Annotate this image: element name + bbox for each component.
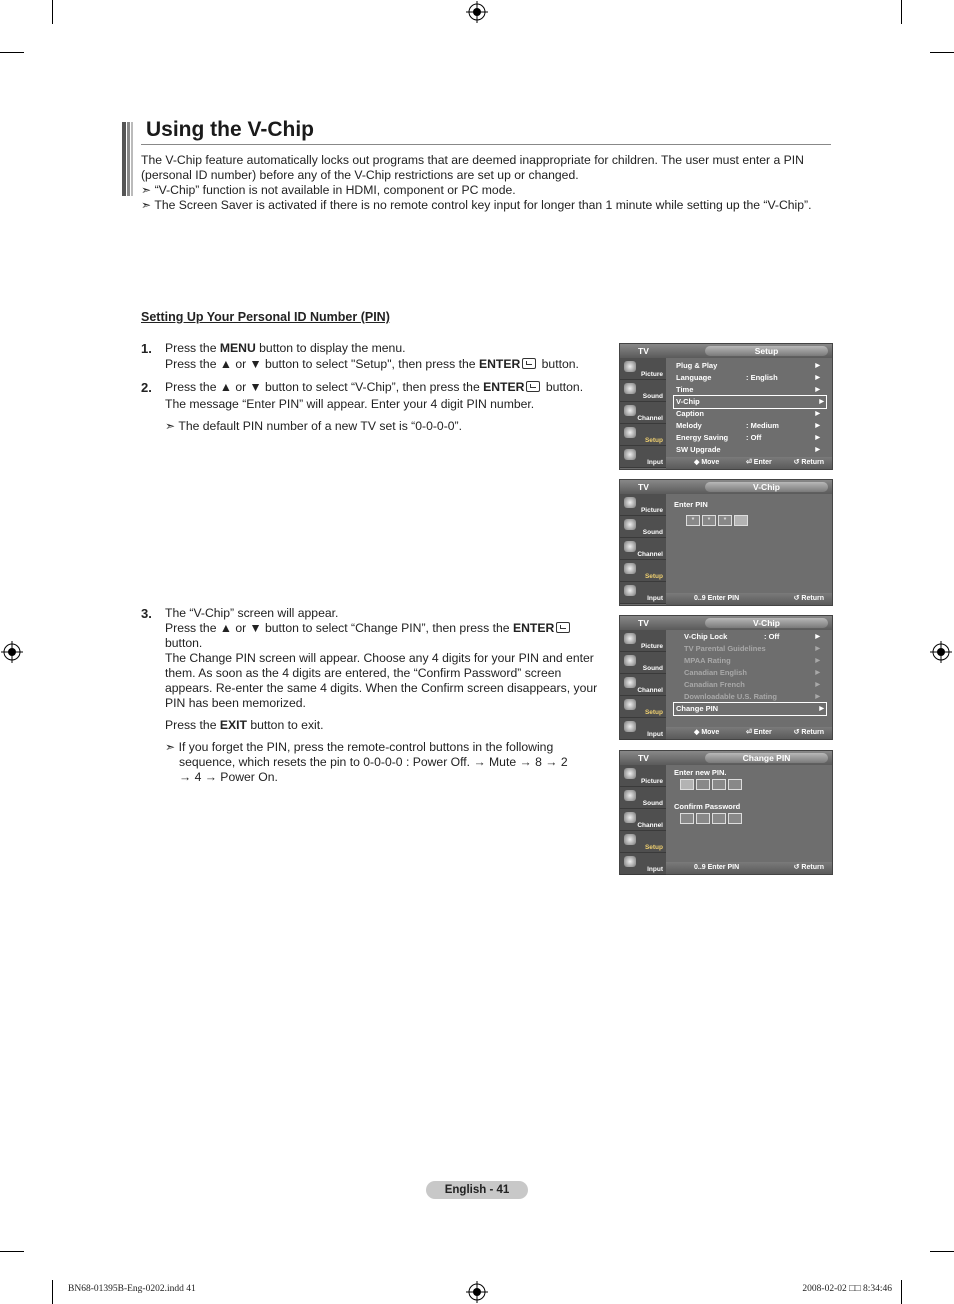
osd-footer: ◆ Move ⏎ Enter ↺ Return <box>666 457 832 469</box>
osd-menu-item: Language : English ▶ <box>676 373 820 382</box>
pin-digit-box <box>680 813 694 824</box>
step-text: Press the <box>165 341 220 355</box>
osd-side-sound: Sound <box>620 787 666 809</box>
title-divider <box>141 144 831 145</box>
pin-digit-box <box>696 813 710 824</box>
osd-menu-item: Canadian French ▶ <box>684 680 820 689</box>
osd-sidebar <box>620 630 666 740</box>
registration-mark-icon <box>466 1281 488 1303</box>
section-heading: Setting Up Your Personal ID Number (PIN) <box>141 310 390 324</box>
setup-icon <box>624 427 636 438</box>
title-accent-bar <box>122 122 133 196</box>
osd-menu-item: Melody : Medium ▶ <box>676 421 820 430</box>
page-number-badge: English - 41 <box>426 1181 528 1199</box>
osd-footer: 0..9 Enter PIN ↺ Return <box>666 862 832 874</box>
osd-tv-label: TV <box>638 753 649 763</box>
intro-block <box>141 153 831 213</box>
sound-icon <box>624 790 636 801</box>
note-hdmi: ➣ “V-Chip” function is not available in HDMI, component or PC mode. <box>141 183 516 197</box>
pin-digit-box <box>696 779 710 790</box>
osd-side-setup: Setup <box>620 424 666 446</box>
osd-side-picture: Picture <box>620 630 666 652</box>
pin-digit-box: * <box>718 515 732 526</box>
enter-icon <box>526 381 540 392</box>
osd-menu-item: Time ▶ <box>676 385 820 394</box>
input-icon <box>624 721 636 732</box>
registration-mark-icon <box>1 641 23 663</box>
crop-mark <box>0 1251 24 1252</box>
footer-timestamp: 2008-02-02 □□ 8:34:46 <box>802 1284 892 1294</box>
step-number: 2. <box>141 380 152 395</box>
osd-footer: ◆ Move ⏎ Enter ↺ Return <box>666 727 832 739</box>
enter-pin-label: Enter PIN <box>674 500 708 509</box>
pin-digit-box <box>728 813 742 824</box>
footer-filename: BN68-01395B-Eng-0202.indd 41 <box>68 1284 196 1294</box>
pin-digit-box <box>680 779 694 790</box>
crop-mark <box>930 52 954 53</box>
crop-mark <box>0 52 24 53</box>
osd-side-input: Input <box>620 446 666 468</box>
step-text: Press the ▲ or ▼ button to select “Change PIN”, then press the <box>165 621 513 635</box>
osd-side-picture: Picture <box>620 358 666 380</box>
step-text: button to display the menu. <box>255 341 406 355</box>
osd-side-channel: Channel <box>620 674 666 696</box>
osd-menu-item: SW Upgrade ▶ <box>676 445 820 454</box>
enter-key-label: ENTER <box>512 621 555 635</box>
enter-icon <box>556 622 570 633</box>
osd-change-pin-screen <box>619 750 833 875</box>
setup-icon <box>624 699 636 710</box>
step-number: 1. <box>141 341 152 356</box>
osd-vchip-screen <box>619 615 833 740</box>
osd-sidebar <box>620 765 666 875</box>
osd-tv-label: TV <box>638 346 649 356</box>
registration-mark-icon <box>466 1 488 23</box>
input-icon <box>624 585 636 596</box>
osd-menu-item: Energy Saving : Off ▶ <box>676 433 820 442</box>
menu-key-label: MENU <box>219 341 256 355</box>
osd-side-setup: Setup <box>620 560 666 582</box>
osd-tab-title: Setup <box>705 346 828 356</box>
osd-side-setup: Setup <box>620 831 666 853</box>
enter-key-label: ENTER <box>483 380 525 394</box>
pin-digit-box <box>712 779 726 790</box>
osd-menu-item-selected: Change PIN ▶ <box>676 704 824 713</box>
channel-icon <box>624 405 636 416</box>
osd-enter-pin-screen <box>619 479 833 606</box>
crop-mark <box>52 1280 53 1304</box>
osd-side-input: Input <box>620 853 666 875</box>
osd-menu-item: Plug & Play ▶ <box>676 361 820 370</box>
enter-icon <box>522 358 536 369</box>
setup-icon <box>624 563 636 574</box>
registration-mark-icon <box>930 641 952 663</box>
osd-side-sound: Sound <box>620 380 666 402</box>
confirm-password-label: Confirm Password <box>674 802 741 811</box>
intro-text: The V-Chip feature automatically locks out programs that are deemed inappropriate for children. The user must enter a PIN (personal ID number) before any of the V-Chip restrictions are set up or changed. <box>141 153 804 182</box>
osd-menu-item: Canadian English ▶ <box>684 668 820 677</box>
osd-side-sound: Sound <box>620 516 666 538</box>
osd-setup-screen <box>619 343 833 470</box>
sound-icon <box>624 655 636 666</box>
osd-side-sound: Sound <box>620 652 666 674</box>
crop-mark <box>930 1251 954 1252</box>
channel-icon <box>624 812 636 823</box>
picture-icon <box>624 361 636 372</box>
crop-mark <box>901 0 902 24</box>
sound-icon <box>624 383 636 394</box>
pin-digit-box: * <box>702 515 716 526</box>
new-pin-boxes <box>680 779 742 790</box>
note-screen-saver: ➣ The Screen Saver is activated if there is no remote control key input for longer than 1 minute while setting up the “V-Chip”. <box>141 198 812 212</box>
pin-digit-box <box>734 515 748 526</box>
osd-side-channel: Channel <box>620 809 666 831</box>
step-number: 3. <box>141 606 152 621</box>
step-text: button. <box>165 636 203 650</box>
osd-sidebar <box>620 494 666 604</box>
osd-menu-item-selected: V-Chip ▶ <box>676 397 824 406</box>
step-text: button to exit. <box>246 718 324 732</box>
osd-menu-item: MPAA Rating ▶ <box>684 656 820 665</box>
picture-icon <box>624 633 636 644</box>
step-text: Press the ▲ or ▼ button to select "Setup", then press the <box>165 357 479 371</box>
channel-icon <box>624 541 636 552</box>
enter-key-label: ENTER <box>478 357 521 371</box>
osd-menu-item: V-Chip Lock : Off ▶ <box>684 632 820 641</box>
pin-digit-box <box>712 813 726 824</box>
pin-entry-boxes <box>686 515 748 526</box>
osd-tv-label: TV <box>638 618 649 628</box>
osd-side-input: Input <box>620 718 666 740</box>
osd-side-channel: Channel <box>620 402 666 424</box>
picture-icon <box>624 497 636 508</box>
osd-side-setup: Setup <box>620 696 666 718</box>
osd-sidebar <box>620 358 666 468</box>
osd-menu-item: TV Parental Guidelines ▶ <box>684 644 820 653</box>
osd-menu-item: Downloadable U.S. Rating ▶ <box>684 692 820 701</box>
channel-icon <box>624 677 636 688</box>
confirm-pin-boxes <box>680 813 742 824</box>
input-icon <box>624 449 636 460</box>
step-text: button. <box>538 357 579 371</box>
osd-tab-title: V-Chip <box>705 482 828 492</box>
step-note: ➣ The default PIN number of a new TV set is “0-0-0-0”. <box>165 419 462 433</box>
setup-icon <box>624 834 636 845</box>
osd-side-input: Input <box>620 582 666 604</box>
step-text: The “V-Chip” screen will appear. <box>165 606 339 620</box>
osd-side-picture: Picture <box>620 765 666 787</box>
pin-digit-box <box>728 779 742 790</box>
exit-key-label: EXIT <box>219 718 247 732</box>
step-text: Press the <box>165 718 220 732</box>
osd-tab-title: Change PIN <box>705 753 828 763</box>
step-text: The message “Enter PIN” will appear. Enter your 4 digit PIN number. <box>165 397 535 411</box>
picture-icon <box>624 768 636 779</box>
step-text: The Change PIN screen will appear. Choose any 4 digits for your PIN and enter them. As soon as the 4 digits are entered, the “Confirm Password” screen appears. Re-enter the same 4 digits. When the Confirm screen disappears, your PIN has been memorized. <box>165 651 598 710</box>
osd-tab-title: V-Chip <box>705 618 828 628</box>
step-text: Press the ▲ or ▼ button to select “V-Chip”, then press the <box>165 380 484 394</box>
osd-side-picture: Picture <box>620 494 666 516</box>
crop-mark <box>52 0 53 24</box>
sound-icon <box>624 519 636 530</box>
osd-side-channel: Channel <box>620 538 666 560</box>
page-title: Using the V-Chip <box>146 118 314 141</box>
step-text: button. <box>542 380 584 394</box>
pin-digit-box: * <box>686 515 700 526</box>
new-pin-label: Enter new PIN. <box>674 768 727 777</box>
osd-menu-item: Caption ▶ <box>676 409 820 418</box>
osd-tv-label: TV <box>638 482 649 492</box>
input-icon <box>624 856 636 867</box>
step-note: ➣ If you forget the PIN, press the remote-control buttons in the following sequence, which resets the pin to 0-0-0-0 : Power Off. → Mute → 8 → 2 → 4 → Power On. <box>165 740 568 784</box>
osd-footer: 0..9 Enter PIN ↺ Return <box>666 593 832 605</box>
crop-mark <box>901 1280 902 1304</box>
